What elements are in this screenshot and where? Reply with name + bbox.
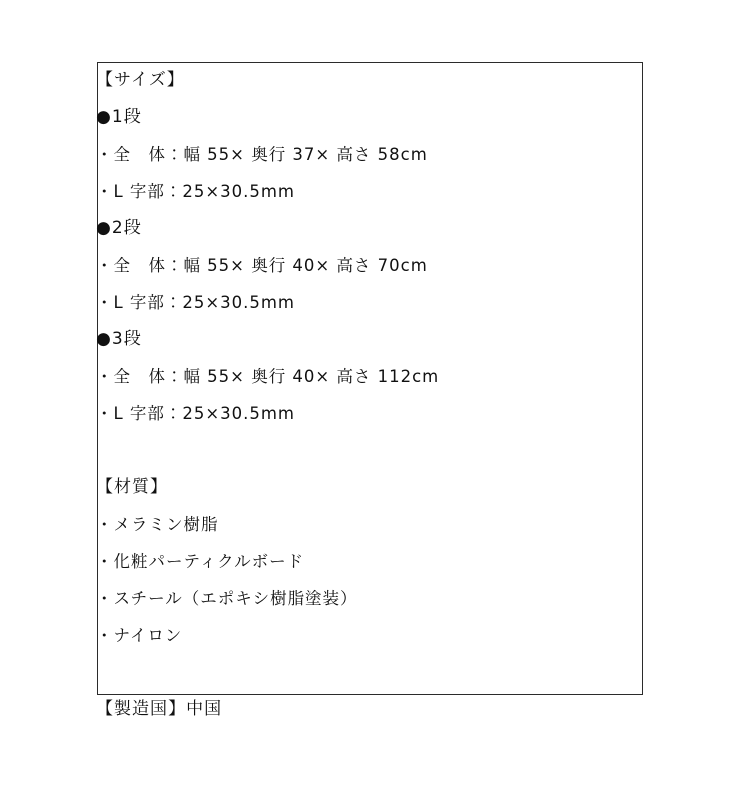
spec-section-size-heading: 【サイズ】	[96, 70, 185, 90]
spec-section-material	[96, 469, 516, 654]
section-gap-2	[96, 654, 516, 691]
spec-size-tier-3-lpart: ・L 字部：25×30.5mm	[96, 404, 295, 423]
spec-size-tier-1-label: ●1段	[96, 107, 142, 127]
spec-material-item-4: ・ナイロン	[96, 626, 183, 645]
spec-material-item-3: ・スチール（エポキシ樹脂塗装）	[96, 589, 358, 608]
spec-size-tier-2-label: ●2段	[96, 218, 142, 238]
spec-material-item-2: ・化粧パーティクルボード	[96, 552, 305, 571]
section-gap-1	[96, 432, 516, 469]
spec-size-tier-3-label: ●3段	[96, 329, 142, 349]
spec-size-tier-1-lpart: ・L 字部：25×30.5mm	[96, 182, 295, 201]
spec-material-item-1: ・メラミン樹脂	[96, 515, 219, 534]
spec-section-size	[96, 62, 516, 432]
spec-size-tier-1-overall: ・全 体：幅 55× 奥行 37× 高さ 58cm	[96, 145, 428, 164]
spec-size-tier-2-lpart: ・L 字部：25×30.5mm	[96, 293, 295, 312]
spec-size-tier-2-overall: ・全 体：幅 55× 奥行 40× 高さ 70cm	[96, 256, 428, 275]
spec-section-material-heading: 【材質】	[96, 477, 169, 497]
spec-section-origin	[96, 691, 516, 728]
spec-size-tier-3-overall: ・全 体：幅 55× 奥行 40× 高さ 112cm	[96, 367, 440, 386]
spec-section-origin-heading: 【製造国】中国	[96, 699, 223, 719]
spec-content	[96, 62, 516, 728]
